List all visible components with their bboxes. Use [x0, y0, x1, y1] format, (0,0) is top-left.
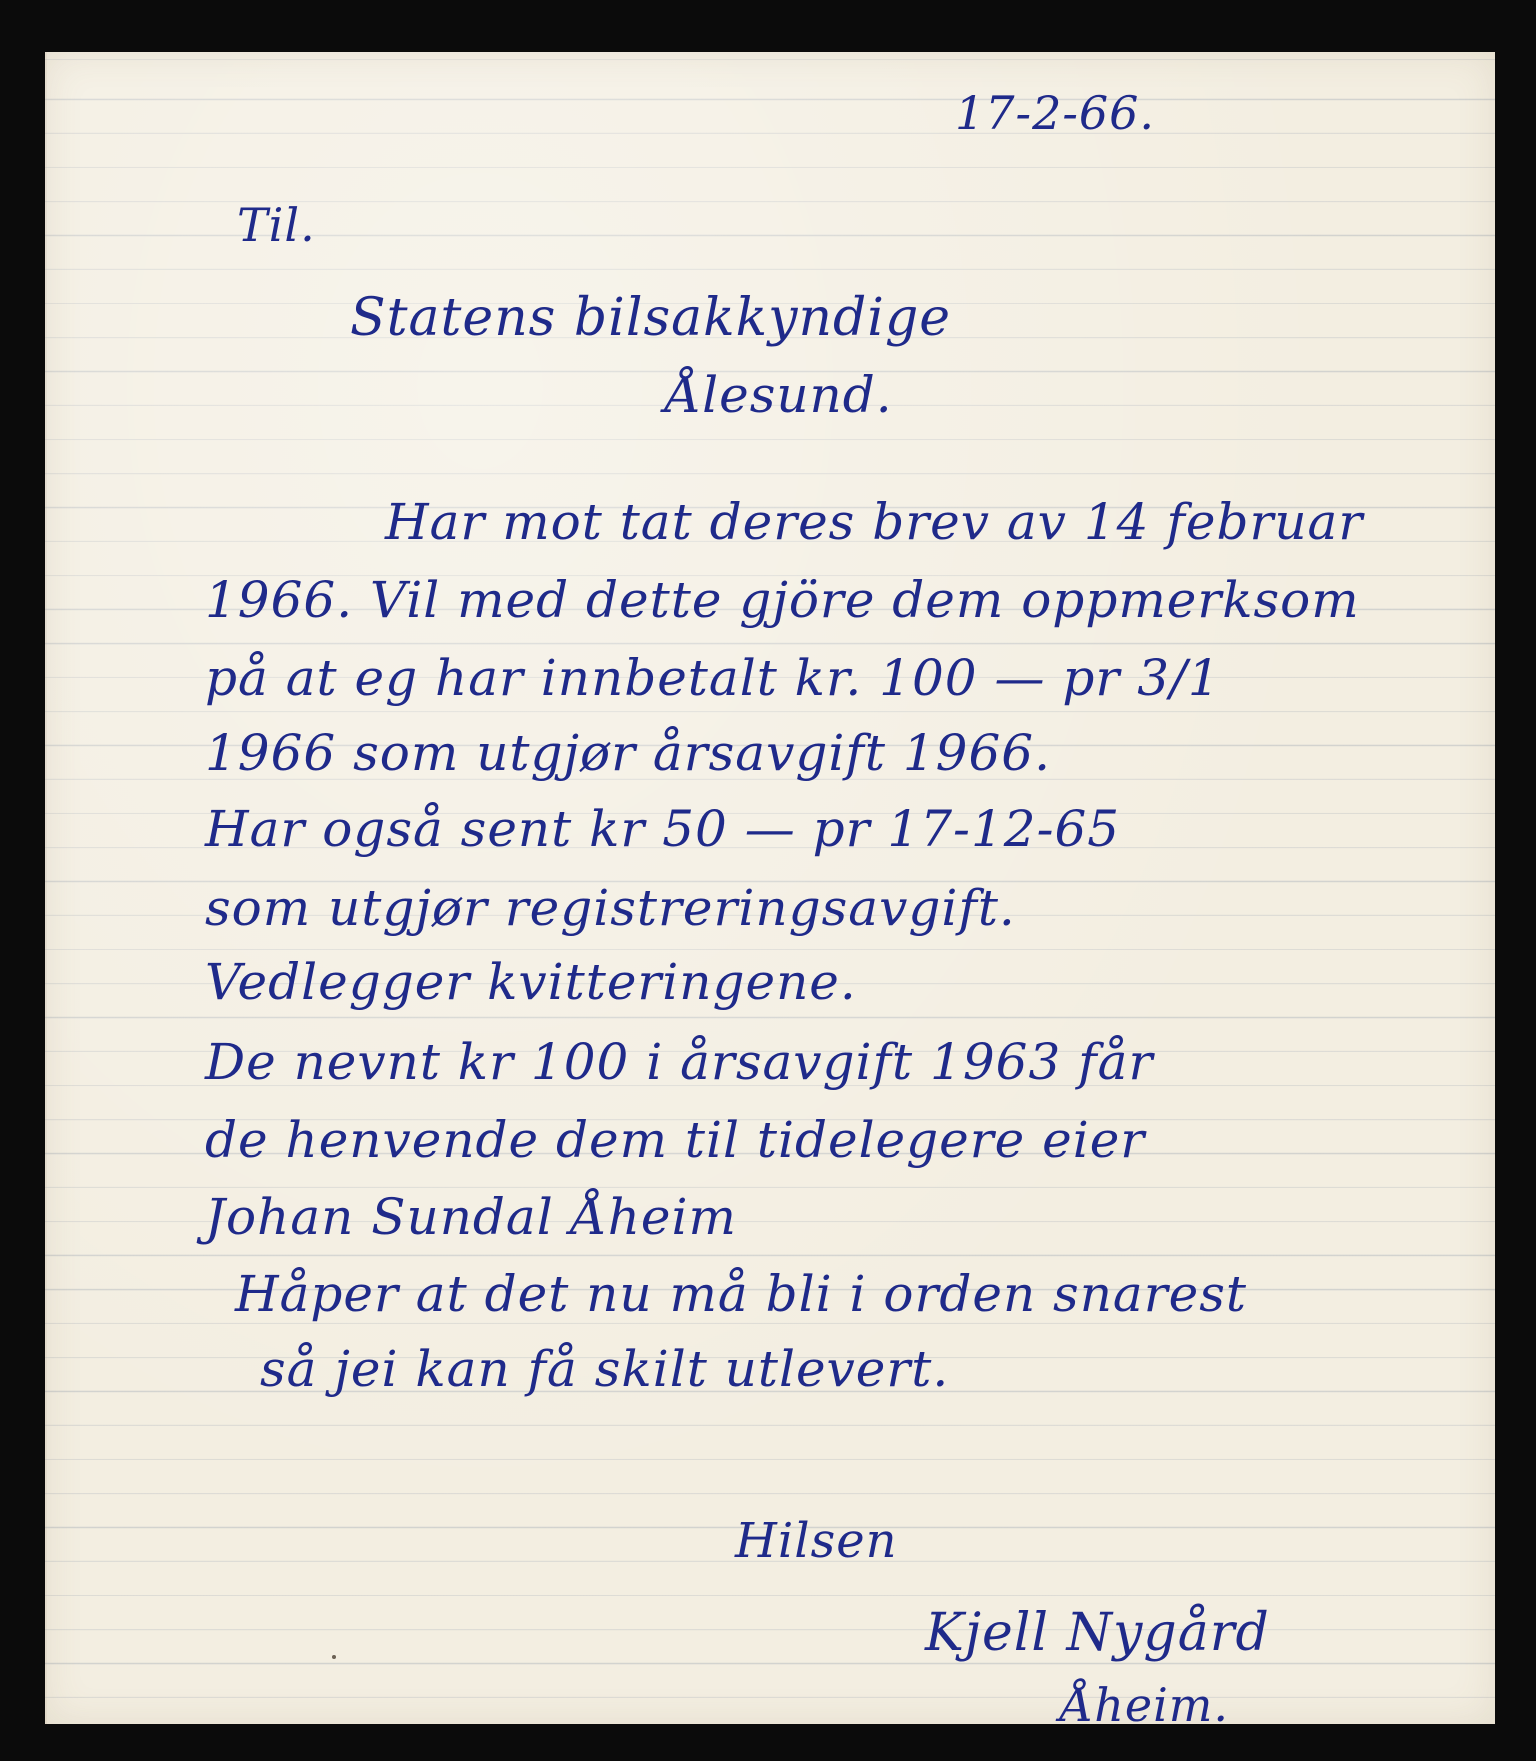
body-line-6: som utgjør registreringsavgift.: [205, 879, 1016, 937]
body-line-8: De nevnt kr 100 i årsavgift 1963 får: [205, 1033, 1154, 1091]
signature-name: Kjell Nygård: [925, 1603, 1270, 1663]
recipient-city: Ålesund.: [665, 366, 893, 424]
body-line-11: Håper at det nu må bli i orden snarest: [235, 1265, 1247, 1323]
salutation-to: Til.: [237, 198, 316, 252]
body-line-5: Har også sent kr 50 — pr 17-12-65: [205, 800, 1121, 858]
lined-paper-sheet: [45, 52, 1495, 1732]
body-line-3: på at eg har innbetalt kr. 100 — pr 3/1: [205, 649, 1221, 707]
closing-greeting: Hilsen: [735, 1513, 898, 1569]
body-line-1: Har mot tat deres brev av 14 februar: [385, 493, 1364, 551]
body-line-7: Vedlegger kvitteringene.: [205, 953, 857, 1011]
body-line-10: Johan Sundal Åheim: [205, 1188, 737, 1246]
letter-date: 17-2-66.: [955, 86, 1156, 140]
signature-place: Åheim.: [1060, 1678, 1230, 1732]
body-line-2: 1966. Vil med dette gjöre dem oppmerksom: [205, 571, 1360, 629]
recipient-name: Statens bilsakkyndige: [350, 288, 951, 348]
body-line-4: 1966 som utgjør årsavgift 1966.: [205, 724, 1051, 782]
body-line-12: så jei kan få skilt utlevert.: [260, 1340, 950, 1398]
body-line-9: de henvende dem til tidelegere eier: [205, 1111, 1146, 1169]
paper-speck: [332, 1655, 336, 1659]
paper-edge: [45, 52, 47, 1724]
